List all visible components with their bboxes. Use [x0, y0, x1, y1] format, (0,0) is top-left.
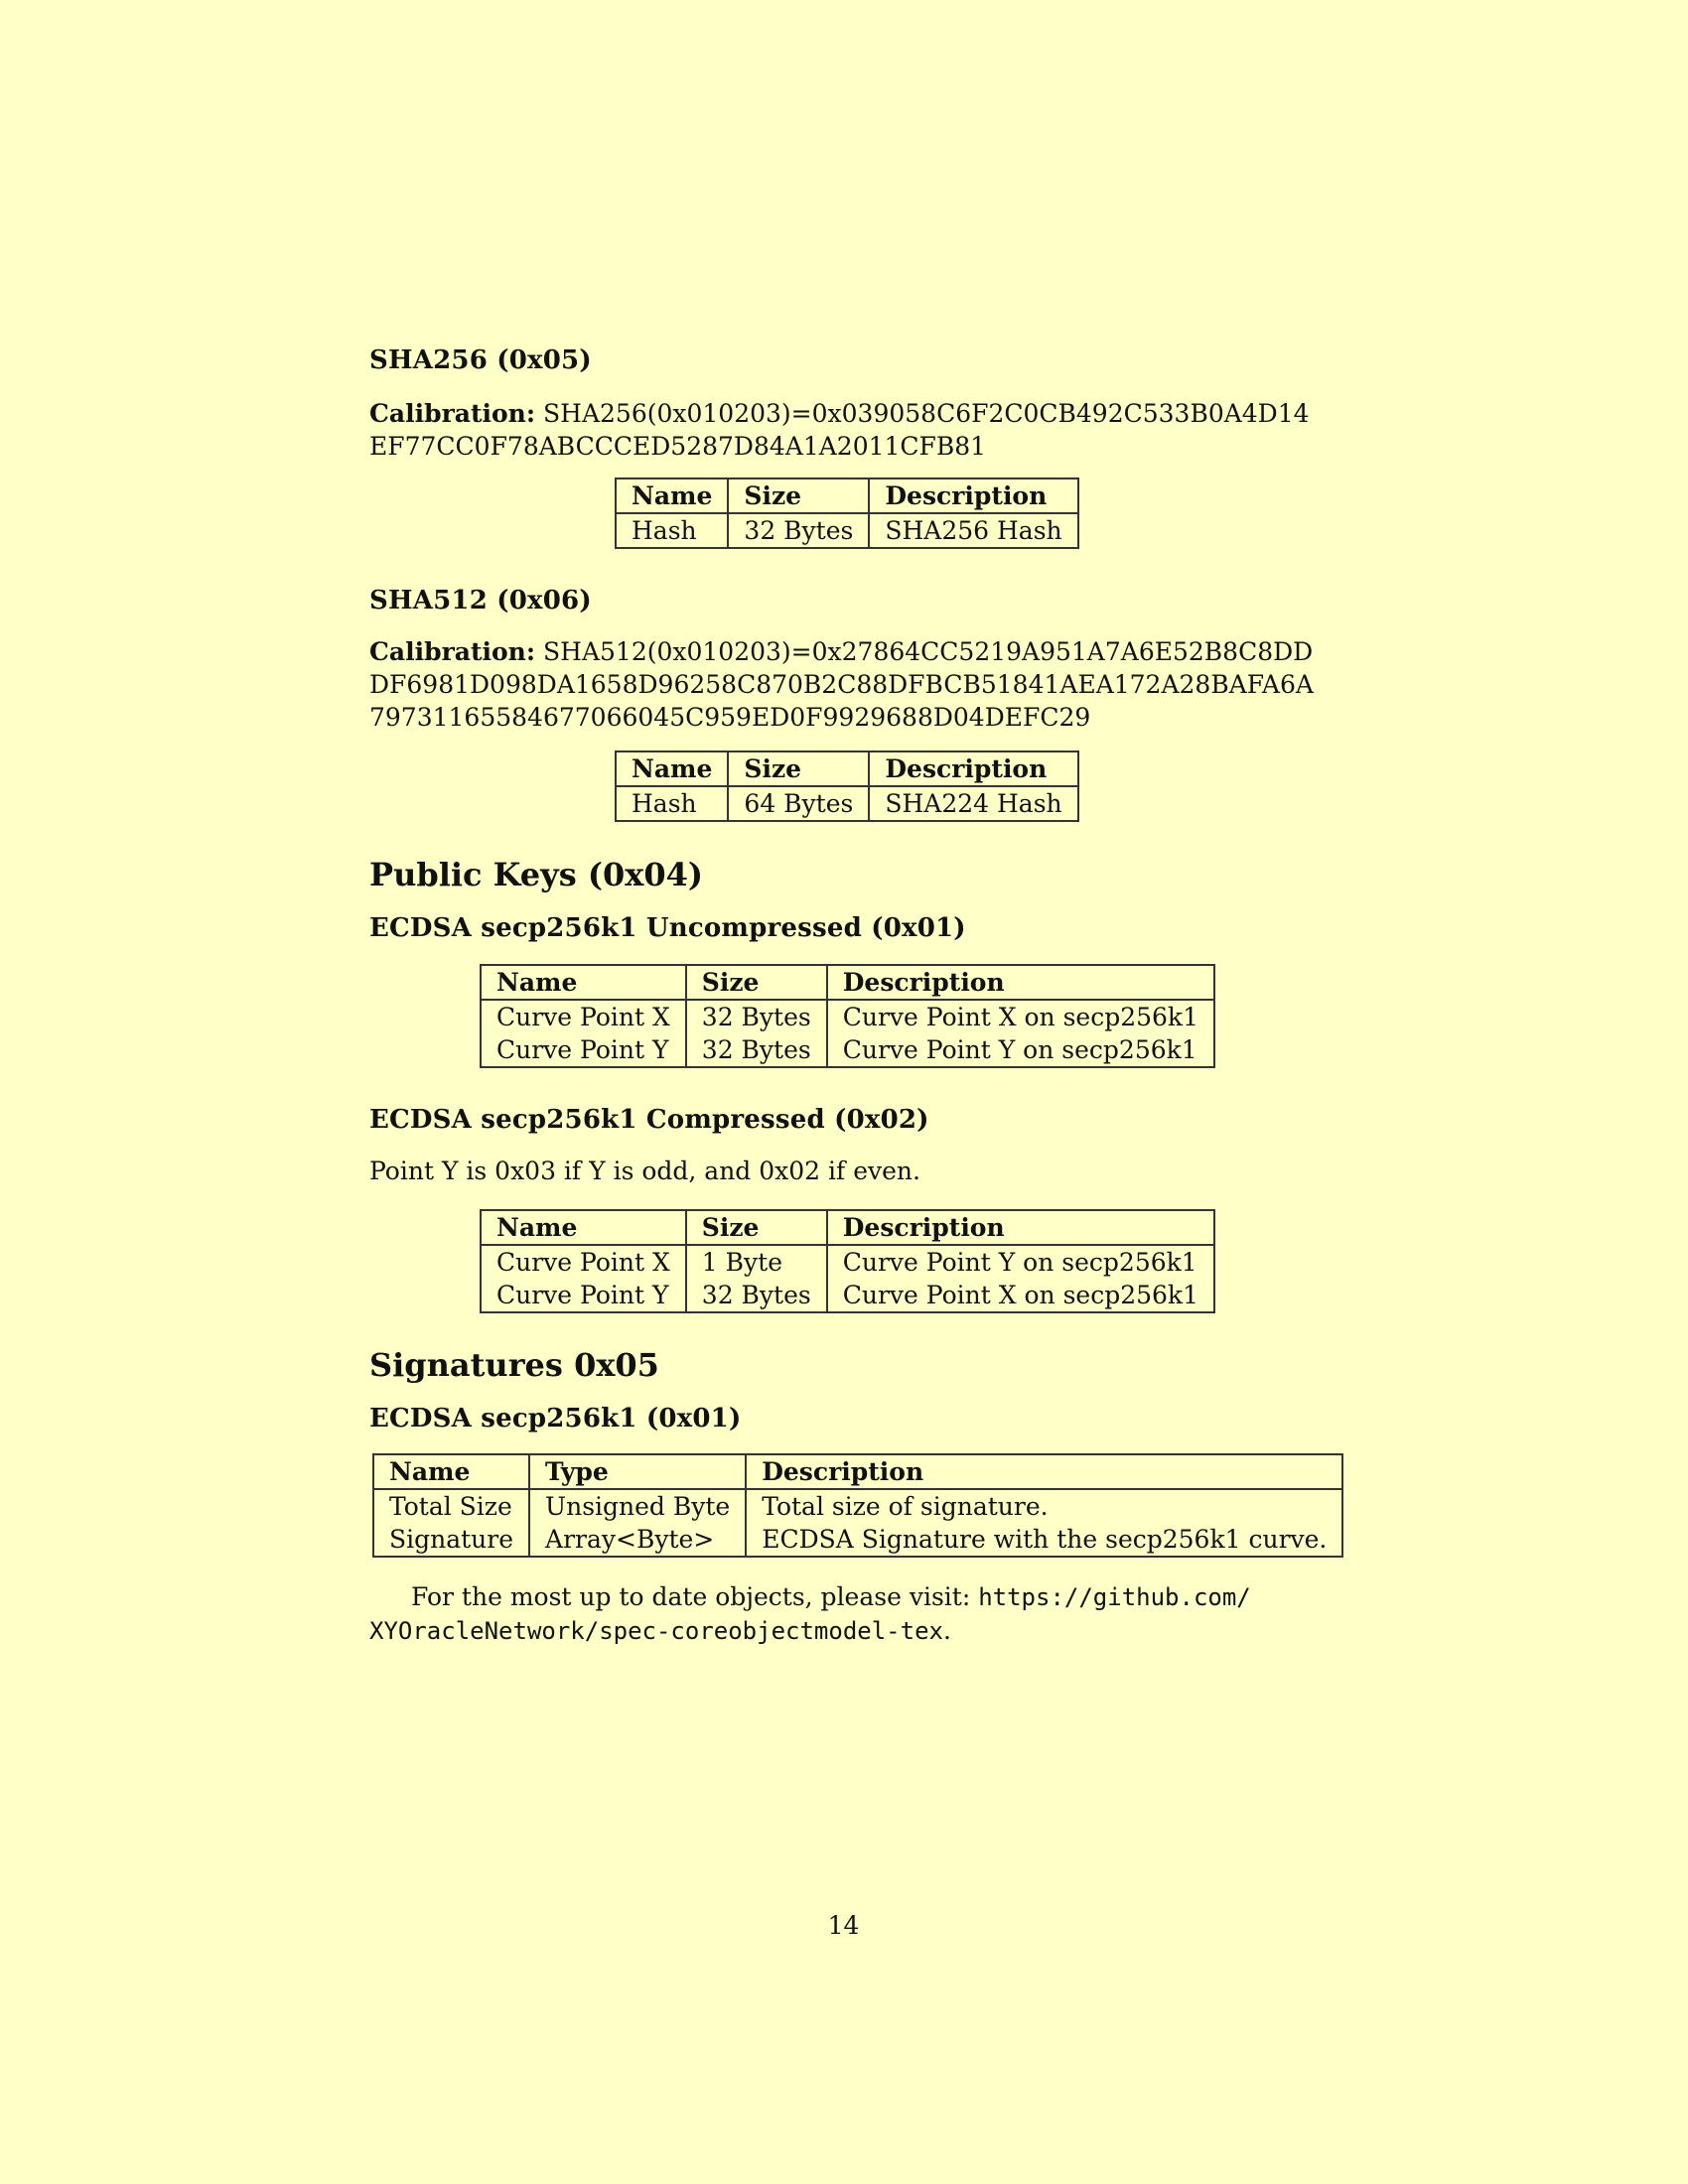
sha256-calibration-label: Calibration: — [369, 399, 536, 428]
ecdsa-signature-heading: ECDSA secp256k1 (0x01) — [369, 1404, 742, 1433]
sha512-table — [615, 751, 1079, 822]
sha512-calibration-value: SHA512(0x010203)=0x27864CC5219A951A7A6E52B8C8DDDF6981D098DA1658D96258C870B2C88DFBCB51841AEA172A28BAFA6A79731165584677066045C959ED0F9929688D04DEFC29 — [369, 637, 1314, 732]
page-number: 14 — [827, 1911, 860, 1940]
table-header: Size — [686, 965, 827, 1000]
sha256-heading: SHA256 (0x05) — [369, 345, 592, 375]
table-cell: Array<Byte> — [529, 1523, 746, 1557]
table-header: Description — [827, 1210, 1214, 1245]
table-cell: Hash — [616, 786, 728, 821]
sha256-calibration — [369, 397, 1318, 463]
table-cell: Unsigned Byte — [529, 1489, 746, 1523]
table-row — [481, 1033, 1214, 1067]
table-header: Name — [616, 478, 728, 513]
table-header: Name — [481, 965, 686, 1000]
table-cell: Signature — [373, 1523, 529, 1557]
table-header: Type — [529, 1454, 746, 1489]
table-header: Description — [746, 1454, 1342, 1489]
spec-repo-link-line1[interactable]: https://github.com/ — [978, 1583, 1251, 1611]
table-cell: Total Size — [373, 1489, 529, 1523]
spec-repo-link-line2[interactable]: XYOracleNetwork/spec-coreobjectmodel-tex — [369, 1617, 943, 1645]
table-header: Description — [869, 751, 1077, 786]
footer-note — [369, 1580, 1318, 1648]
table-row — [373, 1489, 1342, 1523]
compressed-note: Point Y is 0x03 if Y is odd, and 0x02 if even. — [369, 1157, 920, 1185]
table-cell: SHA256 Hash — [869, 513, 1077, 548]
compressed-heading: ECDSA secp256k1 Compressed (0x02) — [369, 1105, 929, 1135]
footer-note-text: For the most up to date objects, please visit: — [411, 1582, 971, 1611]
table-cell: 64 Bytes — [728, 786, 869, 821]
table-cell: Hash — [616, 513, 728, 548]
table-cell: Curve Point Y on secp256k1 — [827, 1033, 1214, 1067]
table-cell: Curve Point Y — [481, 1033, 686, 1067]
table-cell: Curve Point Y on secp256k1 — [827, 1245, 1214, 1279]
table-row — [481, 1000, 1214, 1033]
table-cell: 32 Bytes — [686, 1279, 827, 1312]
table-cell: Total size of signature. — [746, 1489, 1342, 1523]
table-cell: 32 Bytes — [686, 1033, 827, 1067]
signatures-heading: Signatures 0x05 — [369, 1346, 659, 1384]
table-cell: 32 Bytes — [728, 513, 869, 548]
table-row — [481, 1279, 1214, 1312]
footer-note-period: . — [942, 1616, 951, 1645]
table-row — [616, 513, 1078, 548]
table-cell: Curve Point X on secp256k1 — [827, 1279, 1214, 1312]
table-cell: Curve Point X on secp256k1 — [827, 1000, 1214, 1033]
table-header: Description — [827, 965, 1214, 1000]
sha256-table — [615, 478, 1079, 549]
table-cell: ECDSA Signature with the secp256k1 curve. — [746, 1523, 1342, 1557]
table-header: Size — [728, 478, 869, 513]
table-row — [616, 786, 1078, 821]
table-row — [481, 1245, 1214, 1279]
table-header: Size — [686, 1210, 827, 1245]
table-cell: Curve Point X — [481, 1000, 686, 1033]
uncompressed-table — [480, 964, 1215, 1068]
table-header: Description — [869, 478, 1077, 513]
compressed-table — [480, 1209, 1215, 1313]
public-keys-heading: Public Keys (0x04) — [369, 856, 704, 893]
table-cell: Curve Point Y — [481, 1279, 686, 1312]
uncompressed-heading: ECDSA secp256k1 Uncompressed (0x01) — [369, 913, 966, 943]
table-header: Name — [616, 751, 728, 786]
sha512-calibration-label: Calibration: — [369, 637, 536, 666]
table-header: Name — [481, 1210, 686, 1245]
sha512-heading: SHA512 (0x06) — [369, 586, 592, 615]
table-cell: Curve Point X — [481, 1245, 686, 1279]
table-header: Size — [728, 751, 869, 786]
table-cell: 1 Byte — [686, 1245, 827, 1279]
table-cell: SHA224 Hash — [869, 786, 1077, 821]
sha256-calibration-value: SHA256(0x010203)=0x039058C6F2C0CB492C533B0A4D14EF77CC0F78ABCCCED5287D84A1A2011CFB81 — [369, 399, 1310, 461]
table-cell: 32 Bytes — [686, 1000, 827, 1033]
table-header: Name — [373, 1454, 529, 1489]
document-page — [369, 0, 1328, 2184]
sha512-calibration — [369, 635, 1318, 734]
table-row — [373, 1523, 1342, 1557]
signature-table — [372, 1453, 1343, 1558]
